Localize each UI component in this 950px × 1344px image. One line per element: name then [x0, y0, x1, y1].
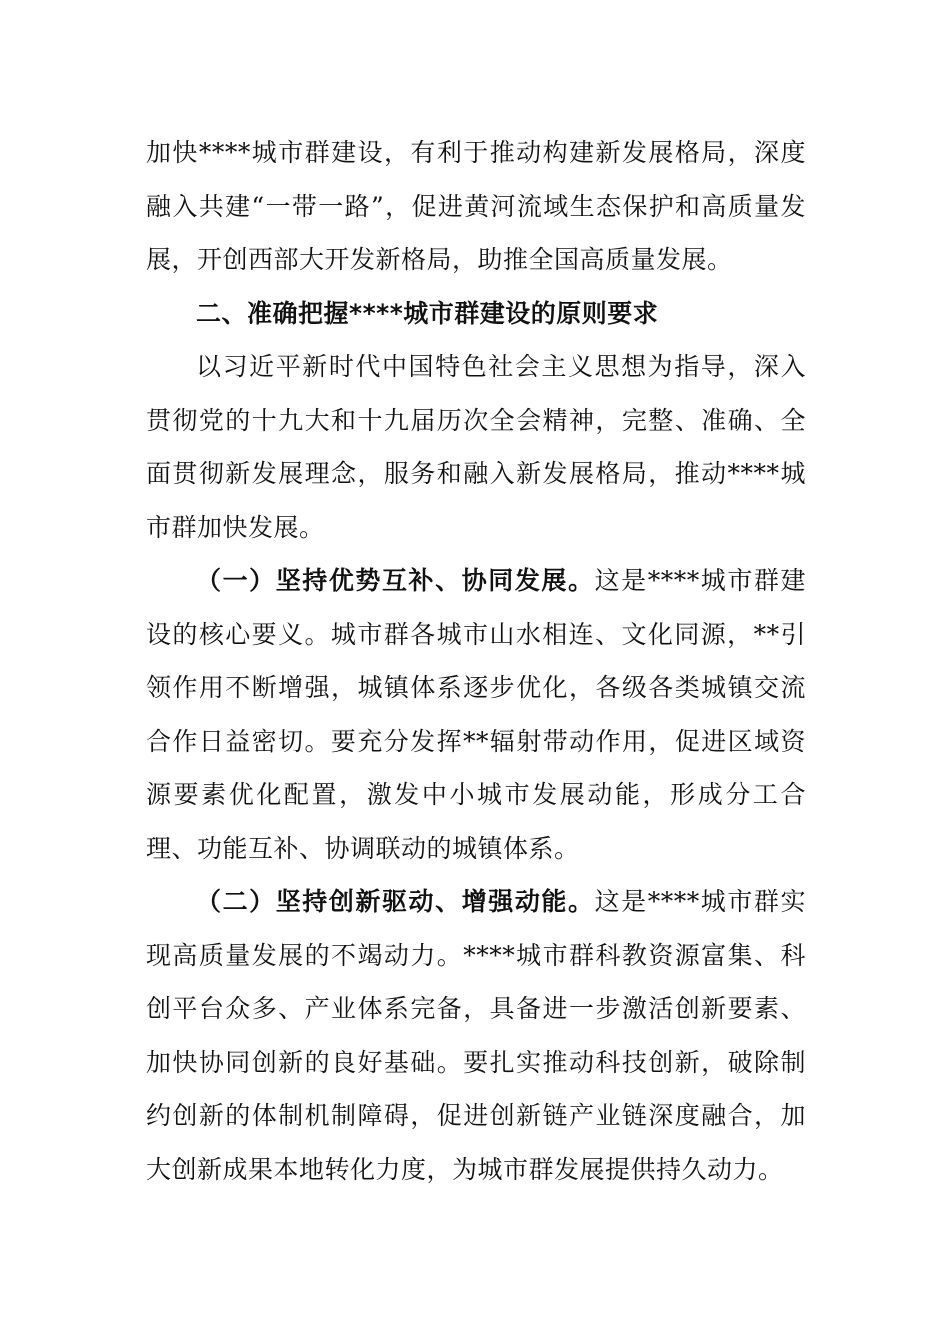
item-1-lead: （一）坚持优势互补、协同发展。	[196, 566, 595, 595]
document-page	[146, 126, 806, 1196]
paragraph-intro: 加快****城市群建设，有利于推动构建新发展格局，深度融入共建“一带一路”，促进黄河流域生态保护和高质量发展，开创西部大开发新格局，助推全国高质量发展。	[146, 138, 806, 274]
item-1-body: 这是****城市群建设的核心要义。城市群各城市山水相连、文化同源，**引领作用不断增强，城镇体系逐步优化，各级各类城镇交流合作日益密切。要充分发挥**辐射带动作用，促进区域资源要素优化配置，激发中小城市发展动能，形成分工合理、功能互补、协调联动的城镇体系。	[146, 566, 806, 863]
item-2-lead: （二）坚持创新驱动、增强动能。	[196, 887, 595, 916]
section-heading-2: 二、准确把握****城市群建设的原则要求	[196, 298, 659, 328]
paragraph-item-1	[146, 554, 806, 875]
paragraph-item-2	[146, 875, 806, 1196]
item-2-body: 这是****城市群实现高质量发展的不竭动力。****城市群科教资源富集、科创平台众多、产业体系完备，具备进一步激活创新要素、加快协同创新的良好基础。要扎实推动科技创新，破除制约创新的体制机制障碍，促进创新链产业链深度融合，加大创新成果本地转化力度，为城市群发展提供持久动力。	[146, 887, 806, 1184]
paragraph-guidance: 以习近平新时代中国特色社会主义思想为指导，深入贯彻党的十九大和十九届历次全会精神，完整、准确、全面贯彻新发展理念，服务和融入新发展格局，推动****城市群加快发展。	[146, 352, 806, 542]
